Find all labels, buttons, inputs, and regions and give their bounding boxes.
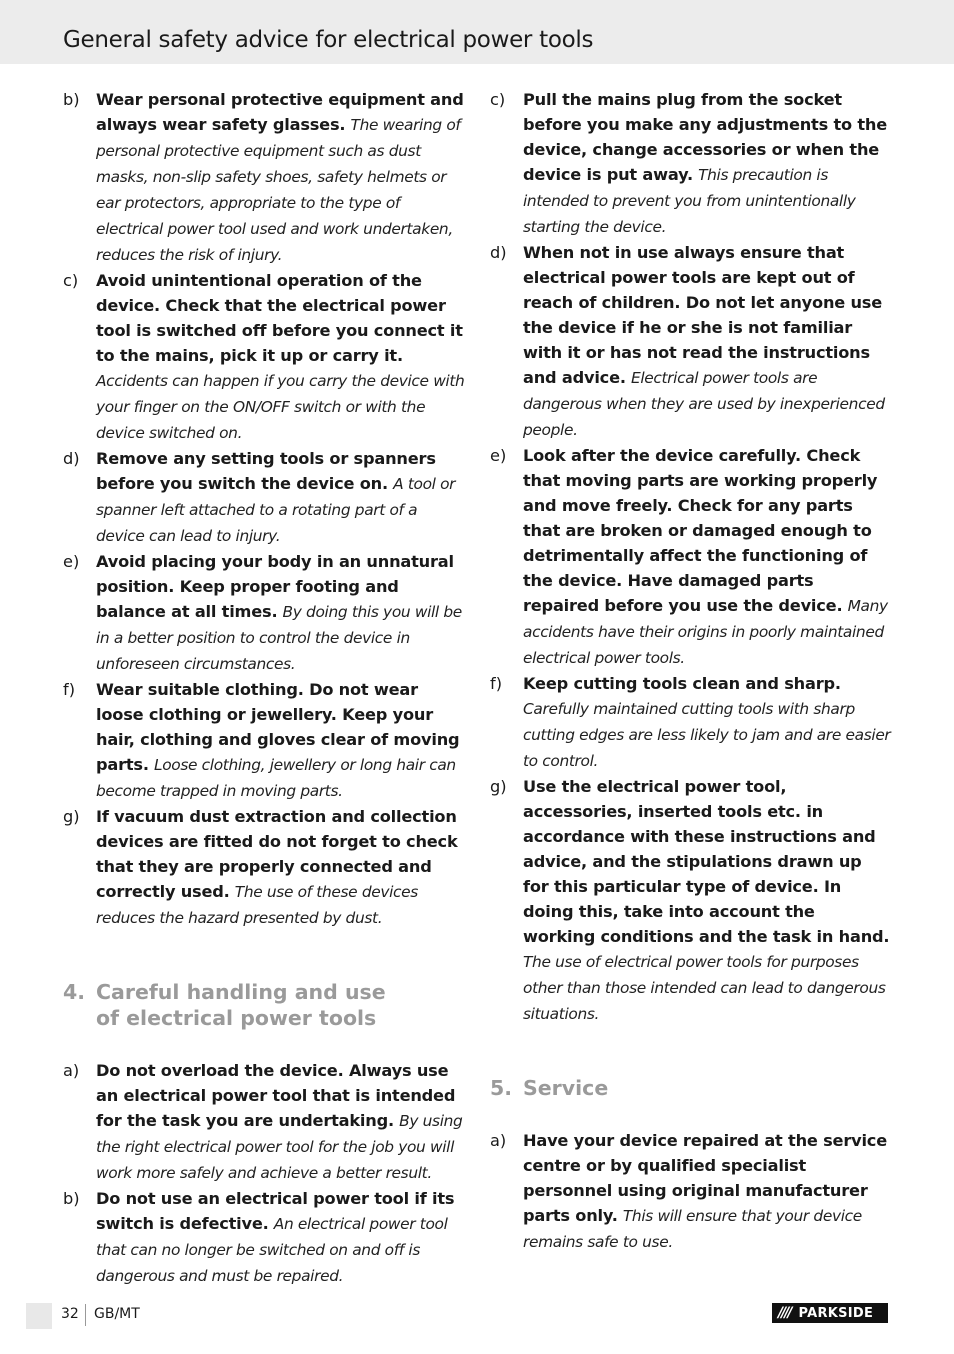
section-number: 4. — [63, 980, 86, 1004]
item-instruction: Look after the device carefully. Check that moving parts are working properly and move freely. Check for any parts that are broken or damaged enough to detrimentally affect the functioning of the device. Have damaged parts repaired before you use the device. — [523, 446, 878, 615]
list-item — [63, 1058, 465, 1186]
item-explanation: The use of electrical power tools for purposes other than those intended can lead to dangerous situations. — [523, 953, 886, 1023]
list-item — [490, 87, 892, 240]
logo-brand: PARKSIDE — [798, 1305, 874, 1321]
item-text — [523, 774, 892, 1027]
left-column — [63, 87, 465, 1289]
left-item-list — [63, 87, 465, 931]
item-explanation: Many accidents have their origins in poorly maintained electrical power tools. — [523, 597, 888, 667]
list-item — [63, 1186, 465, 1289]
item-label: c) — [63, 271, 79, 290]
item-label: d) — [63, 449, 80, 468]
list-item — [490, 443, 892, 671]
parkside-logo — [772, 1303, 888, 1323]
list-item — [490, 240, 892, 443]
item-label: a) — [63, 1061, 80, 1080]
section-number: 5. — [490, 1076, 513, 1100]
footer-divider — [85, 1304, 86, 1326]
item-label: a) — [490, 1131, 507, 1150]
item-explanation: Accidents can happen if you carry the device with your finger on the ON/OFF switch or with the device switched on. — [96, 372, 465, 442]
item-text — [96, 268, 465, 446]
item-explanation: An electrical power tool that can no longer be switched on and off is dangerous and must be repaired. — [96, 1215, 448, 1285]
list-item — [63, 677, 465, 804]
item-explanation: Loose clothing, jewellery or long hair can become trapped in moving parts. — [96, 756, 456, 800]
item-label: b) — [63, 90, 80, 109]
item-label: e) — [63, 552, 80, 571]
item-instruction: Wear personal protective equipment and always wear safety glasses. — [96, 90, 464, 134]
list-item — [63, 549, 465, 677]
item-instruction: Do not overload the device. Always use an electrical power tool that is intended for the task you are undertaking. — [96, 1061, 456, 1130]
item-explanation: The wearing of personal protective equipment such as dust masks, non-slip safety shoes, safety helmets or ear protectors, appropriate to the type of electrical power tool used and work undertaken, reduces the risk of injury. — [96, 116, 461, 264]
item-text — [96, 804, 465, 931]
item-instruction: Wear suitable clothing. Do not wear loose clothing or jewellery. Keep your hair, clothing and gloves clear of moving parts. — [96, 680, 460, 774]
item-instruction: Remove any setting tools or spanners before you switch the device on. — [96, 449, 436, 493]
item-instruction: Use the electrical power tool, accessories, inserted tools etc. in accordance with these instructions and advice, and the stipulations drawn up for this particular type of device. In doing this, take into account the working conditions and the task in hand. — [523, 777, 890, 946]
list-item — [63, 804, 465, 931]
item-text — [523, 1128, 892, 1255]
logo-stripes-icon: //// — [778, 1305, 791, 1321]
item-explanation: By doing this you will be in a better position to control the device in unforeseen circumstances. — [96, 603, 462, 673]
item-label: e) — [490, 446, 507, 465]
right-column — [490, 87, 892, 1255]
right-item-list — [490, 87, 892, 1027]
item-explanation: This will ensure that your device remains safe to use. — [523, 1207, 862, 1251]
item-text — [96, 446, 465, 549]
item-explanation: A tool or spanner left attached to a rotating part of a device can lead to injury. — [96, 475, 456, 545]
section-5-items — [490, 1128, 892, 1255]
list-item — [490, 671, 892, 774]
item-label: c) — [490, 90, 506, 109]
item-label: d) — [490, 243, 507, 262]
list-item — [63, 268, 465, 446]
section-5-heading — [490, 1075, 892, 1101]
item-instruction: Avoid placing your body in an unnatural position. Keep proper footing and balance at all times. — [96, 552, 454, 621]
item-instruction: When not in use always ensure that electrical power tools are kept out of reach of children. Do not let anyone use the device if he or she is not familiar with it or has not read the instructions and advice. — [523, 243, 883, 387]
item-text — [523, 87, 892, 240]
item-instruction: Keep cutting tools clean and sharp. — [523, 674, 841, 693]
item-label: b) — [63, 1189, 80, 1208]
list-item — [63, 87, 465, 268]
section-4-heading — [63, 979, 465, 1031]
page-number: 32 — [61, 1306, 79, 1322]
item-explanation: This precaution is intended to prevent you from unintentionally starting the device. — [523, 166, 856, 236]
item-text — [96, 87, 465, 268]
item-instruction: Avoid unintentional operation of the device. Check that the electrical power tool is switched off before you connect it to the mains, pick it up or carry it. — [96, 271, 463, 365]
item-explanation: The use of these devices reduces the hazard presented by dust. — [96, 883, 418, 927]
item-label: g) — [490, 777, 507, 796]
item-explanation: Electrical power tools are dangerous when they are used by inexperienced people. — [523, 369, 885, 439]
item-text — [523, 240, 892, 443]
item-text — [96, 1058, 465, 1186]
page-title: General safety advice for electrical power tools — [63, 27, 594, 53]
list-item — [490, 1128, 892, 1255]
list-item — [63, 446, 465, 549]
language-code: GB/MT — [94, 1306, 140, 1322]
item-label: g) — [63, 807, 80, 826]
item-instruction: If vacuum dust extraction and collection devices are fitted do not forget to check that they are properly connected and correctly used. — [96, 807, 458, 901]
item-explanation: Carefully maintained cutting tools with sharp cutting edges are less likely to jam and are easier to control. — [523, 700, 891, 770]
item-explanation: By using the right electrical power tool for the job you will work more safely and achieve a better result. — [96, 1112, 463, 1182]
section-4-items — [63, 1058, 465, 1289]
item-text — [96, 677, 465, 804]
item-instruction: Do not use an electrical power tool if its switch is defective. — [96, 1189, 455, 1233]
item-label: f) — [63, 680, 76, 699]
item-instruction: Have your device repaired at the service centre or by qualified specialist personnel using original manufacturer parts only. — [523, 1131, 887, 1225]
item-text — [523, 671, 892, 774]
item-text — [523, 443, 892, 671]
section-title: Careful handling and use of electrical power tools — [96, 980, 386, 1030]
item-label: f) — [490, 674, 503, 693]
section-title: Service — [523, 1076, 609, 1100]
item-text — [96, 549, 465, 677]
item-text — [96, 1186, 465, 1289]
item-instruction: Pull the mains plug from the socket before you make any adjustments to the device, change accessories or when the device is put away. — [523, 90, 888, 184]
footer-marker — [26, 1303, 52, 1329]
list-item — [490, 774, 892, 1027]
